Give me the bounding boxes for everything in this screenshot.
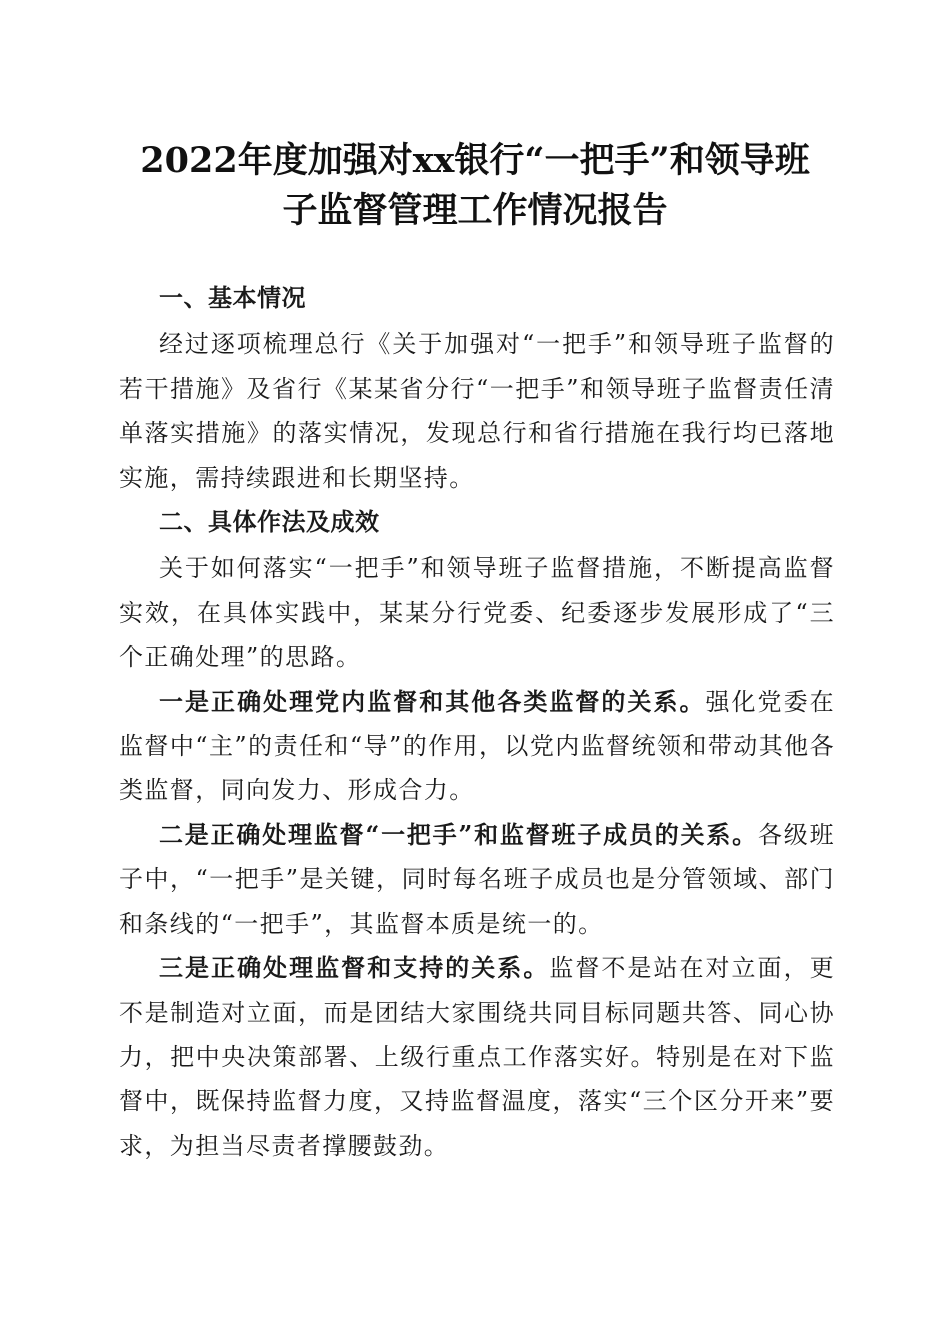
- point-one-lead: 一是正确处理党内监督和其他各类监督的关系。: [159, 686, 706, 716]
- paragraph-practices-intro: 关于如何落实“一把手”和领导班子监督措施，不断提高监督实效，在具体实践中，某某分行党委、纪委逐步发展形成了“三个正确处理”的思路。: [119, 554, 835, 672]
- document-title: [90, 136, 860, 236]
- paragraph-basic-situation: 经过逐项梳理总行《关于加强对“一把手”和领导班子监督的若干措施》及省行《某某省分行“一把手”和领导班子监督责任清单落实措施》的落实情况，发现总行和省行措施在我行均已落地实施，需持续跟进和长期坚持。: [119, 330, 835, 492]
- title-line-1: 2022年度加强对xx银行“一把手”和领导班: [140, 140, 810, 181]
- document-body: [119, 276, 835, 1168]
- point-three-text: 监督不是站在对立面，更不是制造对立面，而是团结大家围绕共同目标同题共答、同心协力，把中央决策部署、上级行重点工作落实好。特别是在对下监督中，既保持监督力度，又持监督温度，落实“三个区分开来”要求，为担当尽责者撑腰鼓劲。: [119, 954, 835, 1160]
- point-two-text: 各级班子中，“一把手”是关键，同时每名班子成员也是分管领域、部门和条线的“一把手”，其监督本质是统一的。: [119, 820, 835, 938]
- paragraph-point-one: [119, 680, 835, 813]
- section-heading-practices: 二、具体作法及成效: [159, 508, 380, 537]
- paragraph-point-three: [119, 946, 835, 1168]
- point-two-lead: 二是正确处理监督“一把手”和监督班子成员的关系。: [159, 819, 758, 849]
- title-line-2: 子监督管理工作情况报告: [282, 190, 668, 231]
- point-three-lead: 三是正确处理监督和支持的关系。: [159, 953, 550, 983]
- point-one-text: 强化党委在监督中“主”的责任和“导”的作用，以党内监督统领和带动其他各类监督，同向发力、形成合力。: [119, 687, 835, 805]
- section-heading-basic: 一、基本情况: [159, 284, 306, 312]
- paragraph-point-two: [119, 813, 835, 946]
